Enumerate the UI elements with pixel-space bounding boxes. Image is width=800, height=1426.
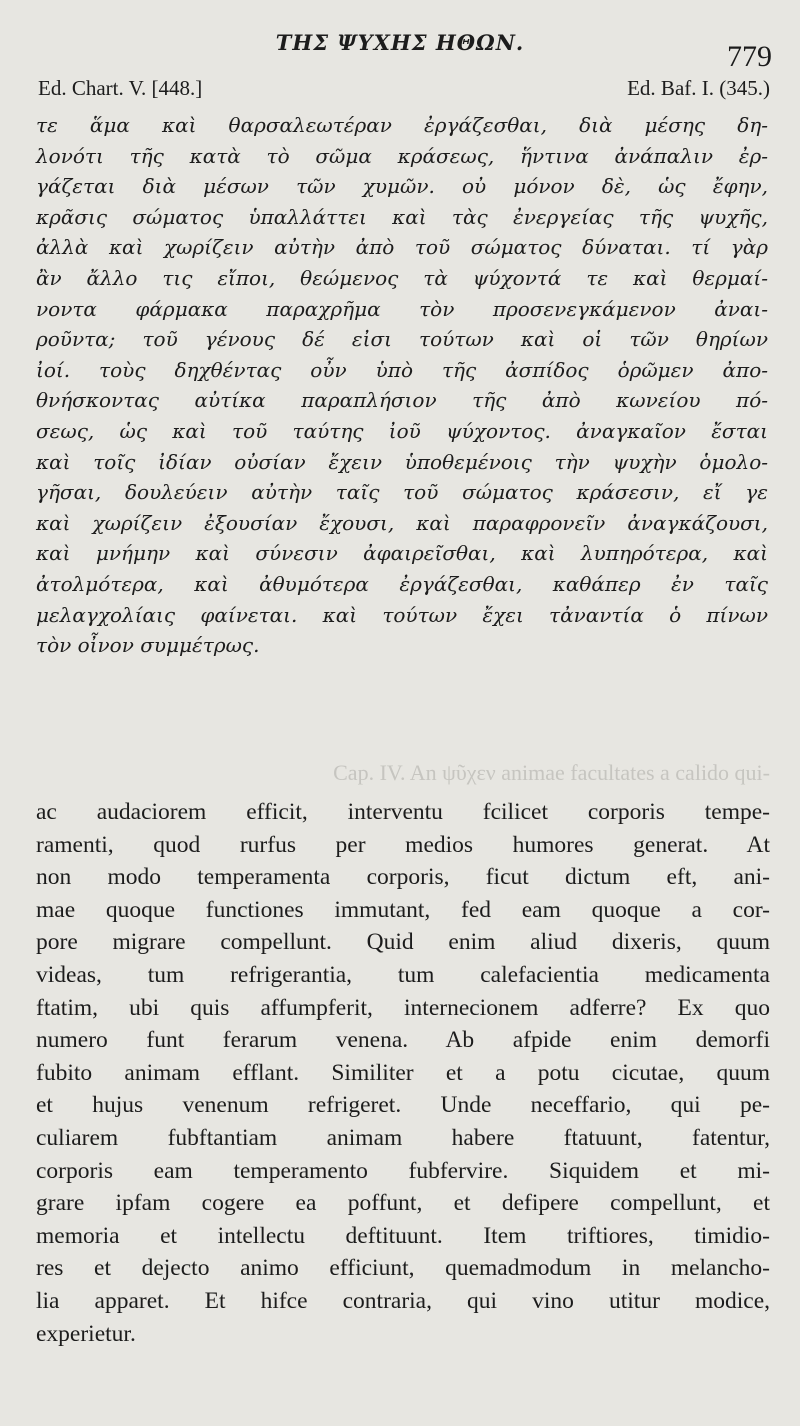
latin-line: culiarem fubftantiam animam habere ftatuunt, fatentur,: [36, 1124, 770, 1151]
greek-line: ἂν ἄλλο τις εἴποι, θεώμενος τὰ ψύχοντά τε καὶ θερμαί-: [36, 265, 768, 290]
greek-line: ἰοί. τοὺς δηχθέντας οὖν ὑπὸ τῆς ἀσπίδος ὁρῶμεν ἀπο-: [36, 357, 768, 382]
latin-line: non modo temperamenta corporis, ficut dictum eft, ani-: [36, 864, 770, 891]
latin-text-block: [36, 796, 770, 1350]
greek-line: τὸν οἶνον συμμέτρως.: [36, 633, 260, 658]
edition-right: Ed. Baf. I. (345.): [627, 76, 770, 100]
greek-line: καὶ τοῖς ἰδίαν οὐσίαν ἔχειν ὑποθεμένοις τὴν ψυχὴν ὁμολο-: [36, 449, 768, 474]
greek-line: κρᾶσις σώματος ὑπαλλάττει καὶ τὰς ἐνεργείας τῆς ψυχῆς,: [36, 204, 768, 229]
latin-line: corporis eam temperamento fubfervire. Siquidem et mi-: [36, 1157, 770, 1184]
latin-line: fubito animam efflant. Similiter et a potu cicutae, quum: [36, 1059, 770, 1086]
greek-line: θνήσκοντας αὐτίκα παραπλήσιον τῆς ἀπὸ κωνείου πό-: [36, 388, 768, 413]
bleed-through-text: Cap. IV. An ψῦχεν animae facultates a calido qui-: [333, 760, 770, 785]
greek-line: ἀτολμότερα, καὶ ἀθυμότερα ἐργάζεσθαι, καθάπερ ἐν ταῖς: [36, 571, 768, 596]
latin-line: mae quoque functiones immutant, fed eam quoque a cor-: [36, 896, 770, 923]
edition-left: Ed. Chart. V. [448.]: [38, 76, 203, 100]
edition-line: [38, 76, 770, 104]
greek-line: ἀλλὰ καὶ χωρίζειν αὐτὴν ἀπὸ τοῦ σώματος δύναται. τί γὰρ: [36, 235, 768, 260]
greek-line: λονότι τῆς κατὰ τὸ σῶμα κράσεως, ἥντινα ἀνάπαλιν ἐρ-: [36, 143, 768, 168]
latin-line: res et dejecto animo efficiunt, quemadmodum in melancho-: [36, 1255, 770, 1282]
latin-line: experietur.: [36, 1320, 136, 1347]
greek-line: καὶ μνήμην καὶ σύνεσιν ἀφαιρεῖσθαι, καὶ λυπηρότερα, καὶ: [36, 541, 768, 566]
greek-line: σεως, ὡς καὶ τοῦ ταύτης ἰοῦ ψύχοντος. ἀναγκαῖον ἔσται: [36, 418, 768, 443]
greek-line: ροῦντα; τοῦ γένους δέ εἰσι τούτων καὶ οἱ τῶν θηρίων: [36, 327, 768, 352]
latin-line: et hujus venenum refrigeret. Unde neceffario, qui pe-: [36, 1092, 770, 1119]
latin-line: pore migrare compellunt. Quid enim aliud dixeris, quum: [36, 929, 770, 956]
greek-line: καὶ χωρίζειν ἐξουσίαν ἔχουσι, καὶ παραφρονεῖν ἀναγκάζουσι,: [36, 510, 768, 535]
latin-line: ac audaciorem efficit, interventu fcilicet corporis tempe-: [36, 799, 770, 825]
greek-line: γῆσαι, δουλεύειν αὐτὴν ταῖς τοῦ σώματος κράσεσιν, εἴ γε: [36, 480, 768, 505]
greek-line: μελαγχολίαις φαίνεται. καὶ τούτων ἔχει τἀναντία ὁ πίνων: [36, 602, 768, 627]
latin-line: ftatim, ubi quis affumpferit, internecionem adferre? Ex quo: [36, 994, 770, 1021]
greek-line: γάζεται διὰ μέσων τῶν χυμῶν. οὐ μόνον δὲ, ὡς ἔφην,: [36, 174, 768, 199]
latin-line: memoria et intellectu deftituunt. Item triftiores, timidio-: [36, 1222, 770, 1249]
latin-line: grare ipfam cogere ea poffunt, et defipere compellunt, et: [36, 1190, 770, 1217]
running-title: ΤΗΣ ΨΥΧΗΣ ΗΘΩΝ.: [275, 30, 525, 55]
latin-line: lia apparet. Et hifce contraria, qui vino utitur modice,: [36, 1287, 770, 1314]
latin-line: numero funt ferarum venena. Ab afpide enim demorfi: [36, 1027, 770, 1054]
greek-line: νοντα φάρμακα παραχρῆμα τὸν προσενεγκάμενον ἀναι-: [36, 296, 768, 321]
page-number: 779: [727, 40, 772, 73]
greek-line: τε ἅμα καὶ θαρσαλεωτέραν ἐργάζεσθαι, διὰ μέσης δη-: [36, 113, 768, 137]
latin-line: videas, tum refrigerantia, tum calefacientia medicamenta: [36, 961, 770, 988]
greek-text-block: [36, 110, 768, 661]
latin-line: ramenti, quod rurfus per medios humores generat. At: [36, 831, 770, 858]
